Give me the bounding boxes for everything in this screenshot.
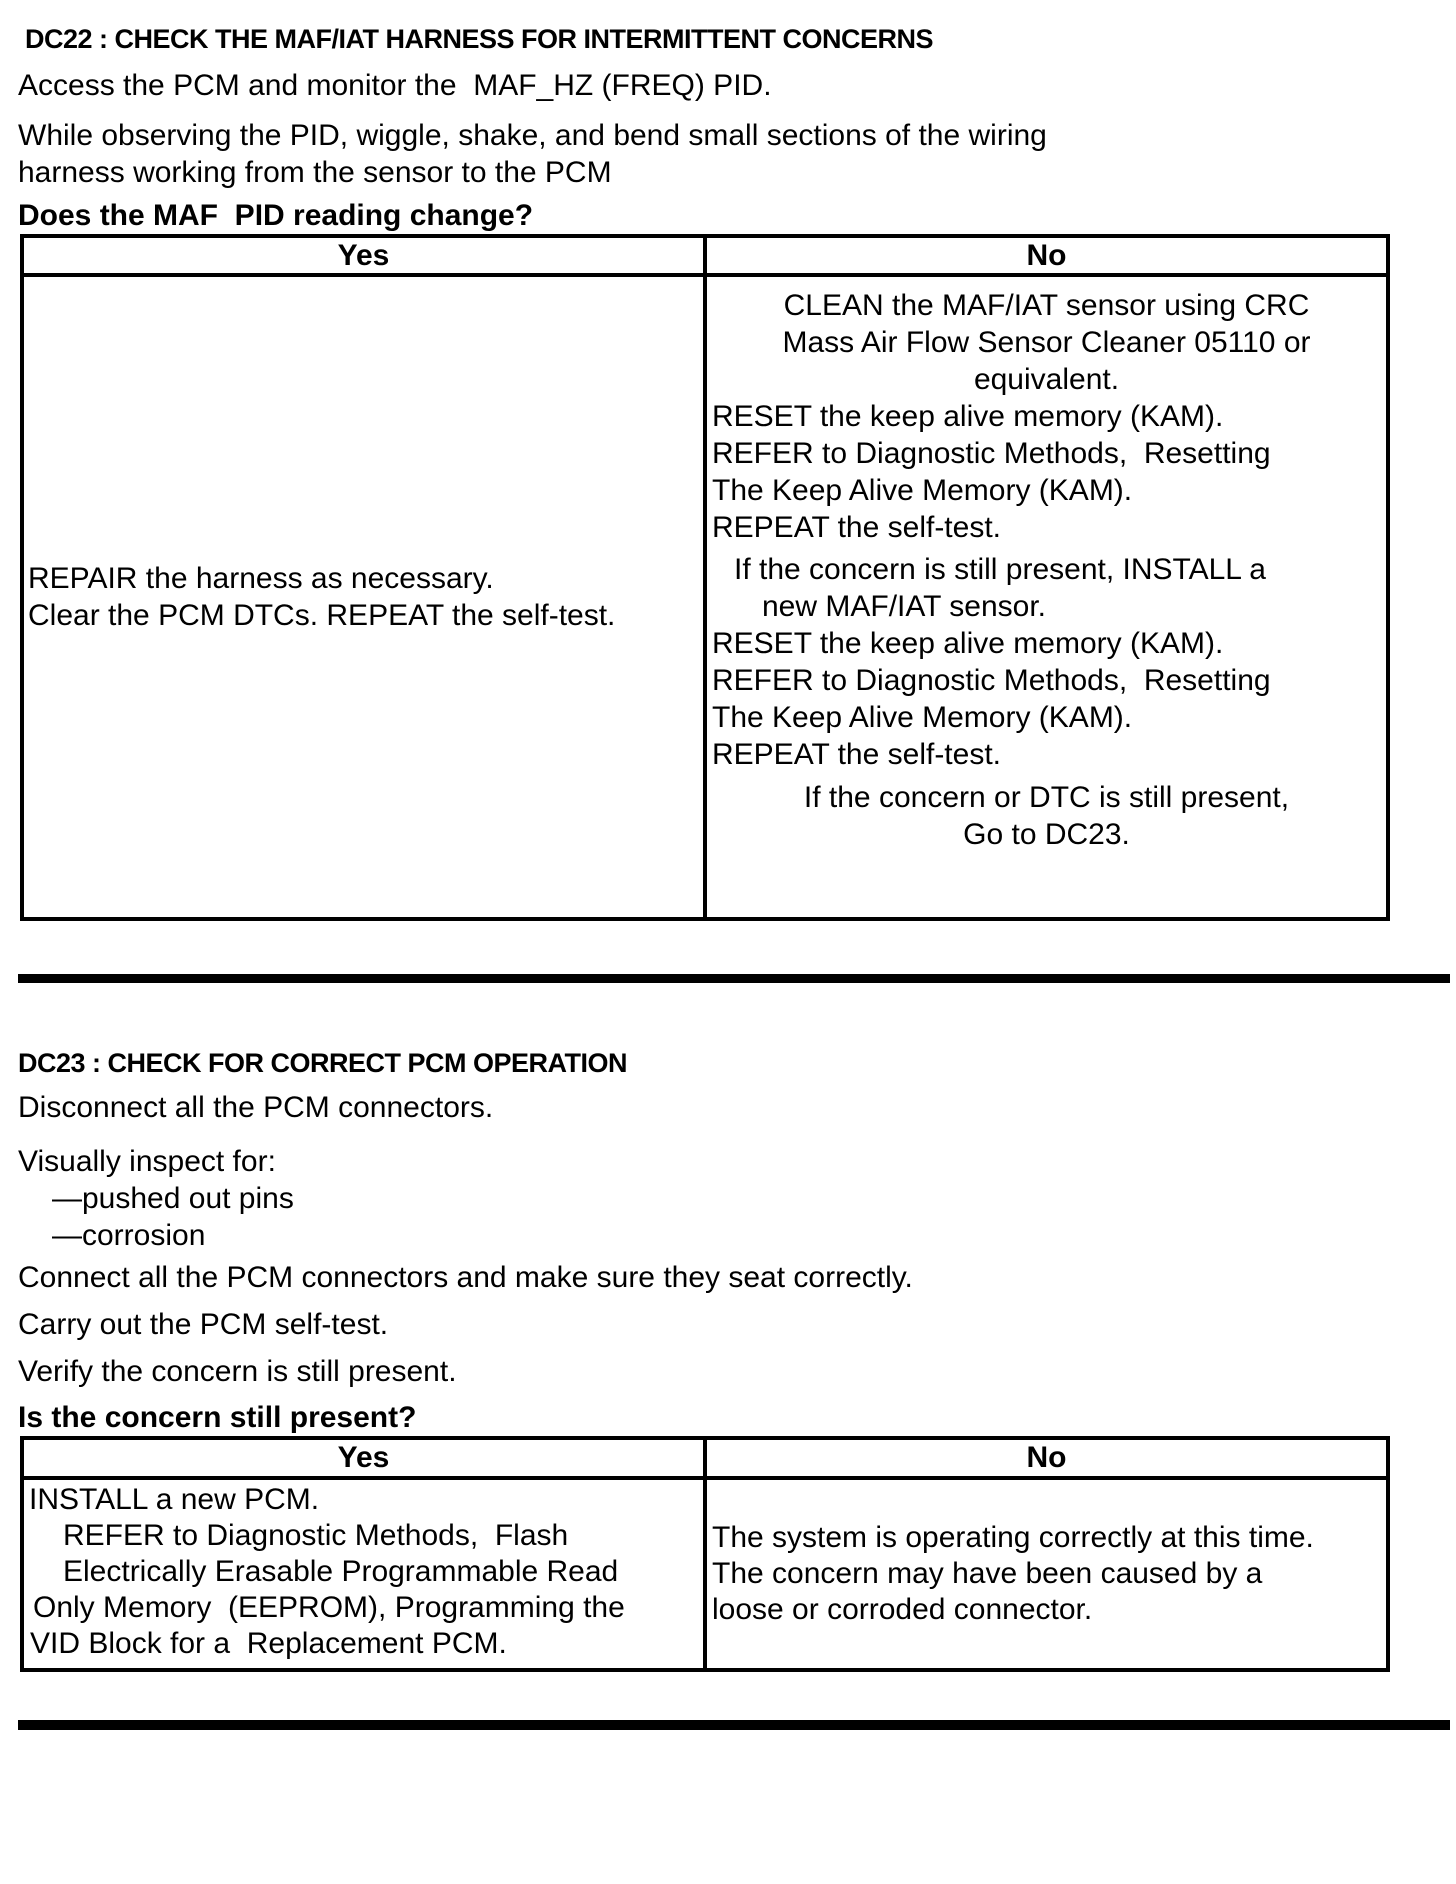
action-line: REPEAT the self-test. bbox=[712, 738, 1001, 771]
table-header-row bbox=[22, 1438, 1388, 1478]
dc23-step-inspect: Visually inspect for: bbox=[18, 1145, 276, 1178]
dc23-yes-action-cell bbox=[22, 1478, 705, 1670]
action-line: REPAIR the harness as necessary. bbox=[28, 562, 494, 595]
action-line: loose or corroded connector. bbox=[712, 1593, 1093, 1626]
action-line: If the concern or DTC is still present, bbox=[803, 781, 1290, 814]
dc23-step-disconnect: Disconnect all the PCM connectors. bbox=[18, 1091, 494, 1124]
dc22-heading: DC22 : CHECK THE MAF/IAT HARNESS FOR INTERMITTENT CONCERNS bbox=[25, 24, 934, 54]
dc23-heading: DC23 : CHECK FOR CORRECT PCM OPERATION bbox=[18, 1048, 628, 1078]
action-line: The Keep Alive Memory (KAM). bbox=[712, 701, 1133, 734]
yes-column-header: Yes bbox=[22, 236, 705, 275]
no-column-header: No bbox=[705, 236, 1388, 275]
action-line: INSTALL a new PCM. bbox=[29, 1483, 320, 1516]
section-divider bbox=[18, 974, 1450, 983]
table-header-row bbox=[22, 236, 1388, 275]
action-line: REFER to Diagnostic Methods, Flash bbox=[63, 1519, 569, 1552]
action-line: CLEAN the MAF/IAT sensor using CRC bbox=[783, 289, 1310, 322]
action-line: Only Memory (EEPROM), Programming the bbox=[33, 1591, 625, 1624]
dc22-question: Does the MAF PID reading change? bbox=[18, 199, 534, 232]
action-line: equivalent. bbox=[973, 363, 1120, 396]
action-line: The Keep Alive Memory (KAM). bbox=[712, 474, 1133, 507]
dc22-step-wiggle-harness: While observing the PID, wiggle, shake, and bend small sections of the wiring harness working from the sensor to the PCM bbox=[18, 119, 1056, 189]
dc23-step-connect: Connect all the PCM connectors and make sure they seat correctly. bbox=[18, 1261, 913, 1294]
action-line: RESET the keep alive memory (KAM). bbox=[712, 627, 1224, 660]
action-line: REPEAT the self-test. bbox=[712, 511, 1001, 544]
dc23-step-verify: Verify the concern is still present. bbox=[18, 1355, 457, 1388]
action-line: Electrically Erasable Programmable Read bbox=[63, 1555, 619, 1588]
table-body-row bbox=[22, 275, 1388, 919]
action-line: The system is operating correctly at this time. bbox=[712, 1521, 1314, 1554]
dc22-section bbox=[18, 0, 1456, 983]
action-line: Go to DC23. bbox=[963, 818, 1130, 851]
yes-column-header: Yes bbox=[22, 1438, 705, 1478]
no-column-header: No bbox=[705, 1438, 1388, 1478]
dc23-section bbox=[18, 983, 1456, 1730]
action-line: Mass Air Flow Sensor Cleaner 05110 or bbox=[782, 326, 1311, 359]
inspect-item-corrosion: —corrosion bbox=[52, 1219, 206, 1252]
dc22-results-table bbox=[20, 234, 1390, 921]
inspect-item-pushed-pins: —pushed out pins bbox=[52, 1182, 294, 1215]
action-line: Clear the PCM DTCs. REPEAT the self-test. bbox=[28, 599, 616, 632]
dc22-yes-action-cell bbox=[22, 275, 705, 919]
dc23-step-selftest: Carry out the PCM self-test. bbox=[18, 1308, 389, 1341]
table-body-row bbox=[22, 1478, 1388, 1670]
action-line: RESET the keep alive memory (KAM). bbox=[712, 400, 1224, 433]
action-line: If the concern is still present, INSTALL a bbox=[734, 553, 1266, 586]
dc23-question: Is the concern still present? bbox=[18, 1401, 417, 1434]
page-bottom-divider bbox=[18, 1720, 1450, 1730]
action-line: REFER to Diagnostic Methods, Resetting bbox=[712, 437, 1271, 470]
dc23-results-table bbox=[20, 1436, 1390, 1672]
dc22-no-action-cell bbox=[705, 275, 1388, 919]
action-line: VID Block for a Replacement PCM. bbox=[30, 1627, 507, 1660]
dc22-step-access-pid: Access the PCM and monitor the MAF_HZ (FREQ) PID. bbox=[18, 69, 772, 102]
action-line: REFER to Diagnostic Methods, Resetting bbox=[712, 664, 1271, 697]
action-line: new MAF/IAT sensor. bbox=[762, 590, 1046, 623]
dc23-no-action-cell bbox=[705, 1478, 1388, 1670]
action-line: The concern may have been caused by a bbox=[712, 1557, 1263, 1590]
